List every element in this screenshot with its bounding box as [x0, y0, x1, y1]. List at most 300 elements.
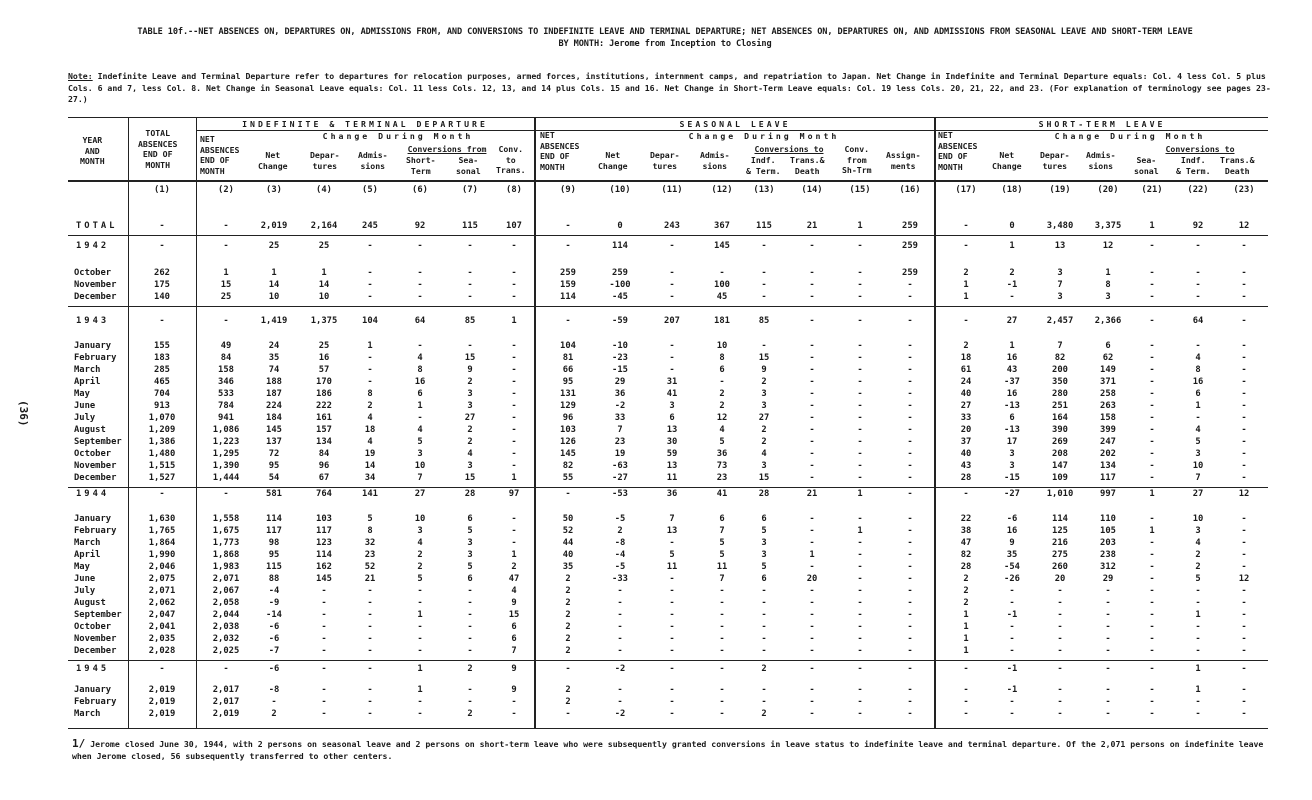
table-cell: -: [1195, 598, 1201, 608]
header-admissions: Admis- sions: [358, 150, 388, 171]
table-cell: 704: [154, 389, 170, 399]
table-cell: 73: [716, 461, 728, 471]
table-cell: -: [857, 316, 863, 326]
table-cell: -: [321, 598, 327, 608]
table-cell: -: [809, 425, 815, 435]
table-cell: 25: [268, 241, 280, 251]
table-cell: 259: [902, 221, 918, 231]
table-cell: -: [809, 538, 815, 548]
table-cell: 1: [963, 634, 969, 644]
table-cell: 15: [464, 353, 476, 363]
table-cell: 55: [562, 473, 574, 483]
table-cell: -: [223, 489, 229, 499]
column-number: (21): [1141, 185, 1163, 195]
header-conversions-to: Conversions to: [1165, 144, 1235, 154]
table-cell: 367: [714, 221, 730, 231]
table-cell: -: [1105, 664, 1111, 674]
title-line-1: TABLE 10f.--NET ABSENCES ON, DEPARTURES ON, ADMISSIONS FROM, AND CONVERSIONS TO INDEFINITE LEAVE AND TERMINAL DEPARTURE; NET ABSENCES ON, DEPARTURES ON, AND ADMISSIONS FROM SEASONAL LEAVE AND SHORT-TERM LEAVE: [137, 27, 1193, 37]
table-cell: -: [907, 646, 913, 656]
table-cell: -14: [266, 610, 282, 620]
table-cell: -6: [1006, 514, 1018, 524]
table-cell: 13: [1054, 241, 1066, 251]
table-cell: -: [1149, 241, 1155, 251]
table-cell: -: [907, 526, 913, 536]
table-cell: -5: [614, 562, 626, 572]
table-cell: 36: [614, 389, 626, 399]
table-cell: -: [1057, 664, 1063, 674]
table-cell: -: [669, 353, 675, 363]
table-cell: -: [907, 413, 913, 423]
table-cell: -: [1241, 280, 1247, 290]
table-cell: 2,071: [148, 586, 176, 596]
table-cell: -: [511, 437, 517, 447]
table-cell: -: [1195, 268, 1201, 278]
table-cell: -: [321, 622, 327, 632]
table-cell: 115: [462, 221, 478, 231]
table-cell: 97: [508, 489, 520, 499]
table-cell: 3: [761, 401, 767, 411]
table-cell: 115: [756, 221, 772, 231]
table-cell: 21: [364, 574, 376, 584]
table-cell: 123: [316, 538, 332, 548]
table-cell: -: [907, 461, 913, 471]
table-cell: -: [511, 697, 517, 707]
table-cell: 23: [614, 437, 626, 447]
table-cell: -: [907, 365, 913, 375]
table-cell: -: [907, 377, 913, 387]
table-cell: 18: [364, 425, 376, 435]
table-cell: -: [159, 489, 165, 499]
table-cell: -: [511, 377, 517, 387]
table-cell: 85: [758, 316, 770, 326]
header-net-absences: NET ABSENCES END OF MONTH: [540, 130, 580, 172]
table-cell: 49: [220, 341, 232, 351]
column-number: (22): [1187, 185, 1209, 195]
table-cell: 259: [902, 268, 918, 278]
column-number: (2): [218, 185, 234, 195]
table-cell: 2,038: [212, 622, 240, 632]
table-cell: 30: [666, 437, 678, 447]
divider: [196, 118, 197, 728]
table-cell: -: [1195, 413, 1201, 423]
table-cell: -: [1149, 586, 1155, 596]
table-cell: -: [809, 461, 815, 471]
table-cell: -: [1241, 425, 1247, 435]
table-cell: 20: [806, 574, 818, 584]
table-cell: -: [467, 634, 473, 644]
column-number: (20): [1097, 185, 1119, 195]
table-cell: 4: [1195, 425, 1201, 435]
header-conversions-from: Conversions from: [407, 144, 487, 154]
table-cell: 16: [318, 353, 330, 363]
table-cell: 188: [266, 377, 282, 387]
table-cell: 12: [1238, 221, 1250, 231]
table-cell: -: [1241, 341, 1247, 351]
table-cell: 2: [417, 550, 423, 560]
table-cell: 2,062: [148, 598, 176, 608]
table-cell: 129: [560, 401, 576, 411]
table-cell: 2,028: [148, 646, 176, 656]
table-cell: -: [907, 664, 913, 674]
row-label-month: September: [74, 610, 122, 620]
table-cell: 25: [318, 341, 330, 351]
table-cell: -: [669, 664, 675, 674]
table-cell: 1,864: [148, 538, 176, 548]
table-cell: 1,444: [212, 473, 240, 483]
table-cell: 3,375: [1094, 221, 1122, 231]
row-label-month: February: [74, 353, 117, 363]
row-label-month: July: [74, 586, 96, 596]
table-cell: 35: [268, 353, 280, 363]
table-cell: 98: [268, 538, 280, 548]
table-cell: -: [963, 241, 969, 251]
table-cell: -: [1149, 514, 1155, 524]
table-cell: -2: [614, 401, 626, 411]
table-cell: 14: [364, 461, 376, 471]
table-cell: 913: [154, 401, 170, 411]
table-cell: -: [417, 268, 423, 278]
table-cell: 161: [316, 413, 332, 423]
table-cell: -: [857, 586, 863, 596]
table-cell: -: [1149, 292, 1155, 302]
table-cell: -: [809, 377, 815, 387]
table-cell: -4: [614, 550, 626, 560]
table-cell: 3: [1009, 449, 1015, 459]
table-cell: -13: [1004, 401, 1020, 411]
table-cell: 2: [1009, 268, 1015, 278]
table-cell: -: [159, 316, 165, 326]
table-cell: -: [761, 598, 767, 608]
column-number: (17): [955, 185, 977, 195]
table-cell: -: [1009, 598, 1015, 608]
table-cell: -: [907, 709, 913, 719]
table-cell: -: [565, 664, 571, 674]
table-cell: -: [511, 389, 517, 399]
header-indf-term: Indf. & Term.: [746, 155, 781, 176]
table-cell: 3: [467, 538, 473, 548]
row-label-month: January: [74, 514, 112, 524]
table-cell: 280: [1052, 389, 1068, 399]
table-cell: -: [321, 610, 327, 620]
table-cell: -: [907, 401, 913, 411]
row-label-month: February: [74, 697, 117, 707]
table-cell: -: [907, 697, 913, 707]
table-cell: 3: [467, 461, 473, 471]
table-cell: 1: [1149, 526, 1155, 536]
table-cell: -: [809, 473, 815, 483]
table-cell: 2,019: [148, 709, 176, 719]
table-cell: -: [1009, 697, 1015, 707]
table-cell: 269: [1052, 437, 1068, 447]
table-cell: 105: [1100, 526, 1116, 536]
table-cell: -: [467, 598, 473, 608]
table-cell: -: [809, 697, 815, 707]
table-cell: -: [1241, 389, 1247, 399]
divider: [934, 118, 936, 728]
row-label-month: October: [74, 449, 112, 459]
row-label-year: 1944: [76, 489, 110, 499]
table-cell: 247: [1100, 437, 1116, 447]
table-cell: 181: [714, 316, 730, 326]
table-cell: -: [669, 268, 675, 278]
table-cell: -: [367, 610, 373, 620]
header-assignments: Assign- ments: [886, 150, 921, 171]
table-cell: 7: [617, 425, 623, 435]
table-cell: -: [719, 377, 725, 387]
table-cell: 2,067: [212, 586, 240, 596]
table-cell: 4: [467, 449, 473, 459]
table-cell: -: [1241, 562, 1247, 572]
table-cell: -: [809, 401, 815, 411]
row-label-month: February: [74, 526, 117, 536]
table-cell: -: [417, 709, 423, 719]
table-cell: -: [1149, 449, 1155, 459]
table-cell: -9: [268, 598, 280, 608]
table-cell: 22: [960, 514, 972, 524]
table-cell: 4: [1195, 538, 1201, 548]
row-label-month: August: [74, 598, 106, 608]
table-cell: -: [1241, 413, 1247, 423]
table-cell: 47: [960, 538, 972, 548]
table-cell: 12: [1102, 241, 1114, 251]
table-cell: 145: [560, 449, 576, 459]
table-cell: 184: [266, 413, 282, 423]
column-number: (18): [1001, 185, 1023, 195]
table-cell: -: [1105, 610, 1111, 620]
table-cell: -13: [1004, 425, 1020, 435]
table-cell: -: [669, 598, 675, 608]
row-label-month: November: [74, 280, 117, 290]
table-cell: -: [907, 598, 913, 608]
table-cell: 29: [614, 377, 626, 387]
table-cell: 2: [467, 377, 473, 387]
table-cell: -: [367, 646, 373, 656]
table-cell: -1: [1006, 664, 1018, 674]
table-cell: -: [907, 634, 913, 644]
table-cell: 3: [467, 550, 473, 560]
table-cell: -: [511, 365, 517, 375]
table-cell: -: [1241, 526, 1247, 536]
table-cell: -: [321, 709, 327, 719]
table-cell: 41: [666, 389, 678, 399]
table-cell: -: [1057, 634, 1063, 644]
table-cell: -: [761, 685, 767, 695]
table-cell: 4: [511, 586, 517, 596]
table-cell: -: [511, 353, 517, 363]
table-cell: -: [1009, 622, 1015, 632]
table-cell: 134: [1100, 461, 1116, 471]
divider: [68, 487, 1268, 488]
table-cell: -: [857, 413, 863, 423]
table-cell: 117: [1100, 473, 1116, 483]
table-cell: 110: [1100, 514, 1116, 524]
header-indf-term: Indf. & Term.: [1176, 155, 1211, 176]
table-cell: 16: [1006, 389, 1018, 399]
table-cell: 263: [1100, 401, 1116, 411]
table-cell: 260: [1052, 562, 1068, 572]
table-cell: -: [223, 241, 229, 251]
table-cell: -: [417, 586, 423, 596]
table-cell: -8: [614, 538, 626, 548]
table-cell: -: [1241, 646, 1247, 656]
table-cell: -: [1241, 316, 1247, 326]
table-cell: 312: [1100, 562, 1116, 572]
table-cell: -: [857, 425, 863, 435]
table-cell: -: [719, 622, 725, 632]
table-cell: -: [321, 697, 327, 707]
table-cell: 1: [1149, 221, 1155, 231]
table-cell: -: [857, 377, 863, 387]
table-cell: -15: [612, 365, 628, 375]
table-cell: -: [321, 586, 327, 596]
table-cell: 114: [612, 241, 628, 251]
table-cell: 1,773: [212, 538, 240, 548]
table-cell: 15: [464, 473, 476, 483]
header-admissions: Admis- sions: [1086, 150, 1116, 171]
row-label-month: November: [74, 461, 117, 471]
table-cell: -: [719, 586, 725, 596]
table-cell: 7: [511, 646, 517, 656]
table-cell: -: [907, 550, 913, 560]
table-cell: 88: [268, 574, 280, 584]
table-cell: 157: [316, 425, 332, 435]
table-cell: -: [907, 562, 913, 572]
table-cell: 941: [218, 413, 234, 423]
column-number: (4): [316, 185, 332, 195]
table-cell: 1: [271, 268, 277, 278]
table-cell: -: [1241, 610, 1247, 620]
table-cell: -: [761, 622, 767, 632]
table-cell: 16: [1006, 353, 1018, 363]
table-cell: 1: [417, 685, 423, 695]
table-cell: -: [1149, 353, 1155, 363]
table-cell: 36: [666, 489, 678, 499]
row-label-month: December: [74, 473, 117, 483]
table-cell: -: [1149, 365, 1155, 375]
table-cell: 1: [1195, 664, 1201, 674]
table-cell: 25: [220, 292, 232, 302]
table-cell: 2,019: [260, 221, 288, 231]
table-cell: 92: [1192, 221, 1204, 231]
table-cell: -: [1057, 646, 1063, 656]
header-net-change: Net Change: [992, 150, 1022, 171]
row-label-month: October: [74, 268, 112, 278]
table-cell: 6: [761, 574, 767, 584]
table-cell: -: [1149, 268, 1155, 278]
table-cell: -: [1241, 586, 1247, 596]
header-conv-from-sh-trm: Conv. from Sh-Trm: [842, 144, 872, 175]
table-cell: -: [1149, 562, 1155, 572]
table-cell: 96: [562, 413, 574, 423]
table-cell: 1: [417, 664, 423, 674]
table-cell: -: [761, 268, 767, 278]
table-cell: 7: [1057, 341, 1063, 351]
table-cell: 27: [1192, 489, 1204, 499]
table-cell: 2: [467, 437, 473, 447]
table-cell: 20: [960, 425, 972, 435]
table-cell: -: [511, 241, 517, 251]
table-cell: -: [963, 489, 969, 499]
table-cell: 109: [1052, 473, 1068, 483]
table-cell: -: [809, 413, 815, 423]
header-admissions: Admis- sions: [700, 150, 730, 171]
table-cell: -: [223, 664, 229, 674]
header-net-change: Net Change: [258, 150, 288, 171]
table-cell: 203: [1100, 538, 1116, 548]
table-cell: -: [367, 664, 373, 674]
table-cell: 2: [565, 574, 571, 584]
table-cell: -: [417, 634, 423, 644]
table-cell: -: [857, 697, 863, 707]
table-cell: 54: [268, 473, 280, 483]
table-cell: -: [669, 634, 675, 644]
table-cell: -2: [614, 664, 626, 674]
divider: [68, 660, 1268, 661]
table-cell: 140: [154, 292, 170, 302]
table-cell: 35: [1006, 550, 1018, 560]
table-cell: 61: [960, 365, 972, 375]
row-label-year: TOTAL: [76, 221, 118, 231]
header-departures: Depar- tures: [650, 150, 680, 171]
table-cell: -: [809, 280, 815, 290]
table-cell: 1: [963, 610, 969, 620]
header-conversions-to: Conversions to: [754, 144, 824, 154]
column-number: (15): [849, 185, 871, 195]
table-cell: 15: [758, 473, 770, 483]
table-cell: 1: [1195, 610, 1201, 620]
table-cell: -: [367, 377, 373, 387]
table-cell: 16: [1006, 526, 1018, 536]
table-cell: -: [761, 241, 767, 251]
table-cell: 158: [218, 365, 234, 375]
table-cell: 3: [761, 461, 767, 471]
table-cell: 114: [560, 292, 576, 302]
table-cell: 155: [154, 341, 170, 351]
table-cell: 5: [367, 514, 373, 524]
table-cell: -: [417, 697, 423, 707]
table-cell: 2: [963, 598, 969, 608]
table-cell: -: [809, 449, 815, 459]
header-change-during-month: Change During Month: [1054, 131, 1206, 141]
table-cell: -: [1105, 622, 1111, 632]
table-cell: 62: [1102, 353, 1114, 363]
table-cell: 6: [467, 574, 473, 584]
table-cell: 67: [318, 473, 330, 483]
table-cell: 2,035: [148, 634, 176, 644]
table-cell: -: [565, 489, 571, 499]
table-cell: 131: [560, 389, 576, 399]
table-cell: -: [1149, 709, 1155, 719]
table-cell: 19: [364, 449, 376, 459]
table-cell: -1: [1006, 685, 1018, 695]
table-cell: -: [511, 280, 517, 290]
table-cell: 137: [266, 437, 282, 447]
table-cell: 202: [1100, 449, 1116, 459]
table-cell: 1,765: [148, 526, 176, 536]
table-cell: 1: [963, 292, 969, 302]
table-cell: 6: [719, 365, 725, 375]
table-cell: 10: [268, 292, 280, 302]
table-cell: -: [719, 268, 725, 278]
table-cell: -: [1149, 425, 1155, 435]
table-cell: -: [1241, 461, 1247, 471]
table-cell: 346: [218, 377, 234, 387]
table-cell: 399: [1100, 425, 1116, 435]
table-cell: -: [857, 473, 863, 483]
table-cell: 147: [1052, 461, 1068, 471]
table-cell: -: [511, 526, 517, 536]
table-cell: 1: [1195, 401, 1201, 411]
